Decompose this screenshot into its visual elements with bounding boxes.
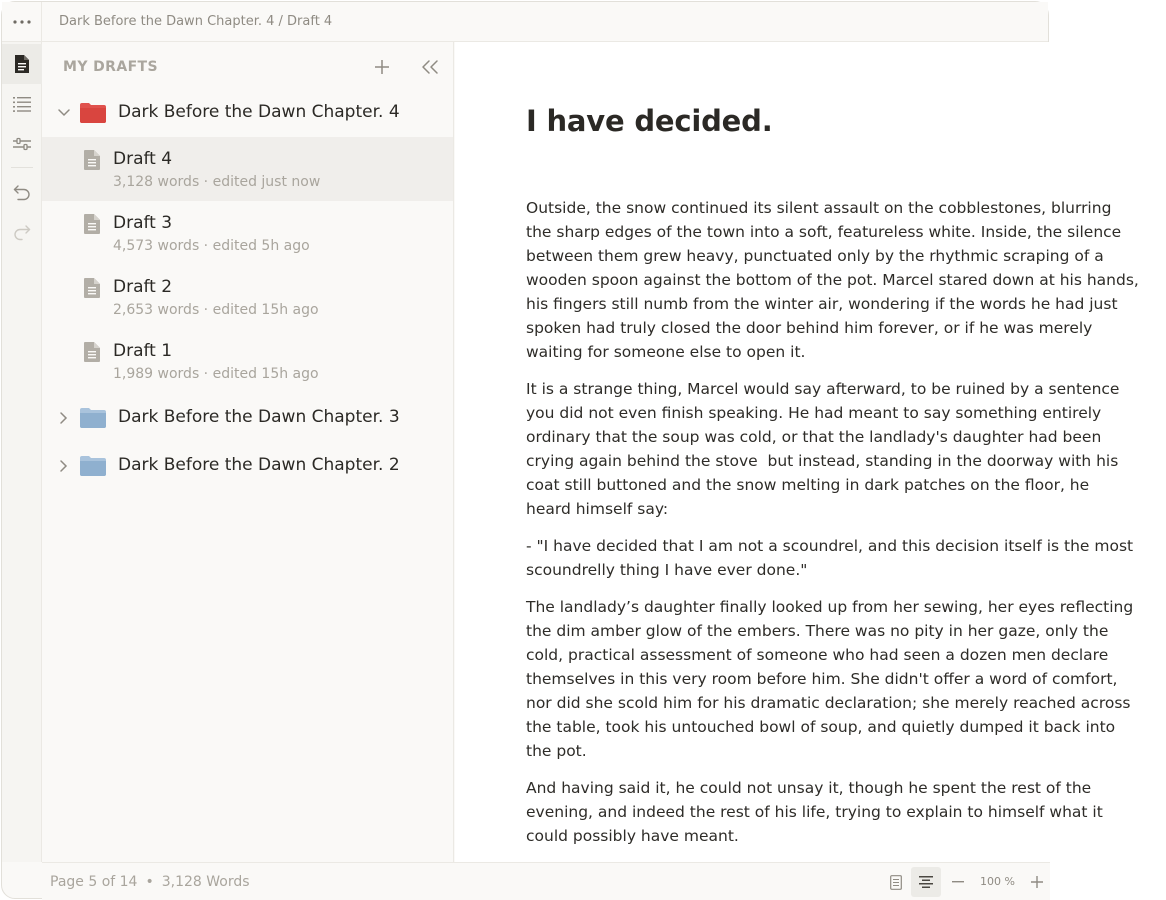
paragraph[interactable]: It is a strange thing, Marcel would say afterward, to be ruined by a sentence you did not even finish speaking. He had meant to say something entirely ordinary that the soup was cold, or that the landlady's daughter had been crying again behind the stove but instead, standing in the doorway with his coat still buttoned and the snow melting in dark patches on the floor, he heard himself say: <box>526 380 1120 518</box>
redo-button[interactable] <box>2 212 42 252</box>
status-text <box>50 874 250 890</box>
sidebar-header <box>42 42 453 90</box>
folder-icon <box>80 102 106 123</box>
settings-button[interactable] <box>2 124 42 164</box>
document-icon <box>14 54 30 74</box>
app-window <box>1 1 1139 899</box>
draft-meta: 4,573 words · edited 5h ago <box>113 238 310 254</box>
documents-button[interactable] <box>2 44 42 84</box>
rail-divider <box>11 167 33 168</box>
draft-meta: 1,989 words · edited 15h ago <box>113 366 319 382</box>
folder-icon <box>80 455 106 476</box>
chevron-right-icon[interactable] <box>54 408 74 428</box>
draft-item-4[interactable] <box>42 137 453 201</box>
word-count: 3,128 Words <box>161 874 250 890</box>
draft-item-3[interactable] <box>42 201 453 265</box>
icon-rail <box>2 42 42 862</box>
chevron-down-icon[interactable] <box>54 103 74 123</box>
folder-item[interactable] <box>42 396 453 440</box>
sidebar-title: MY DRAFTS <box>63 59 158 75</box>
chevron-right-icon[interactable] <box>54 456 74 476</box>
drafts-sidebar <box>42 42 454 862</box>
document-body[interactable] <box>526 104 1166 861</box>
draft-file-icon <box>83 341 101 363</box>
draft-name: Draft 2 <box>113 277 173 297</box>
draft-name: Draft 3 <box>113 213 173 233</box>
redo-icon <box>13 224 31 240</box>
page-view-button[interactable] <box>881 867 911 897</box>
page-view-icon <box>890 875 902 890</box>
draft-name: Draft 1 <box>113 341 173 361</box>
folder-label: Dark Before the Dawn Chapter. 2 <box>118 455 400 475</box>
outline-button[interactable] <box>2 84 42 124</box>
undo-button[interactable] <box>2 172 42 212</box>
folder-label: Dark Before the Dawn Chapter. 4 <box>118 102 400 122</box>
top-bar <box>2 2 1048 42</box>
draft-meta: 2,653 words · edited 15h ago <box>113 302 319 318</box>
more-menu-button[interactable] <box>2 2 42 42</box>
document-title[interactable]: I have decided. <box>526 104 773 138</box>
draft-file-icon <box>83 213 101 235</box>
add-draft-button[interactable] <box>370 55 394 79</box>
status-bar <box>42 862 1050 900</box>
collapse-sidebar-button[interactable] <box>418 55 442 79</box>
paragraph[interactable]: The landlady’s daughter finally looked up from her sewing, her eyes reflecting the dim amber glow of the embers. There was no pity in her gaze, only the cold, practical assessment of someone who had seen a dozen men declare themselves in this very room before him. She didn't offer a word of comfort, nor did she scold him for his dramatic declaration; she merely reached across the table, took his untouched bowl of soup, and quietly dumped it back into the pot. <box>526 598 1134 760</box>
more-horizontal-icon <box>12 19 32 25</box>
breadcrumb: Dark Before the Dawn Chapter. 4 / Draft 4 <box>59 14 333 29</box>
paragraph[interactable]: Outside, the snow continued its silent assault on the cobblestones, blurring the sharp edges of the town into a soft, featureless white. Inside, the silence between them grew heavy, punctuated only by the rhythmic scraping of a wooden spoon against the bottom of the pot. Marcel stared down at his hands, his fingers still numb from the winter air, wondering if the words he had just spoken had truly closed the door behind him forever, or if he was merely waiting for someone else to open it. <box>526 199 1139 361</box>
page-indicator: Page 5 of 14 <box>50 874 138 890</box>
folder-icon <box>80 407 106 428</box>
zoom-out-button[interactable] <box>943 867 973 897</box>
list-icon <box>13 96 31 112</box>
minus-icon <box>952 881 964 883</box>
center-align-icon <box>919 876 933 888</box>
paragraph[interactable]: - "I have decided that I am not a scoundrel, and this decision itself is the most scoundrelly thing I have ever done." <box>526 537 1134 579</box>
draft-meta: 3,128 words · edited just now <box>113 174 321 190</box>
draft-item-2[interactable] <box>42 265 453 329</box>
folder-label: Dark Before the Dawn Chapter. 3 <box>118 407 400 427</box>
status-separator: • <box>145 874 154 890</box>
draft-file-icon <box>83 149 101 171</box>
plus-icon <box>1031 876 1043 888</box>
zoom-level: 100 % <box>980 875 1015 888</box>
draft-name: Draft 4 <box>113 149 173 169</box>
draft-item-1[interactable] <box>42 329 453 393</box>
draft-file-icon <box>83 277 101 299</box>
sliders-icon <box>13 137 31 151</box>
center-align-button[interactable] <box>911 867 941 897</box>
paragraph[interactable]: And having said it, he could not unsay it, though he spent the rest of the evening, and indeed the rest of his life, trying to explain to himself what it could possibly have meant. <box>526 779 1103 845</box>
plus-icon <box>374 59 390 75</box>
folder-item[interactable] <box>42 91 453 135</box>
undo-icon <box>13 184 31 200</box>
folder-item[interactable] <box>42 444 453 488</box>
editor-pane[interactable] <box>455 42 1139 862</box>
zoom-in-button[interactable] <box>1022 867 1052 897</box>
double-chevron-left-icon <box>421 59 439 75</box>
